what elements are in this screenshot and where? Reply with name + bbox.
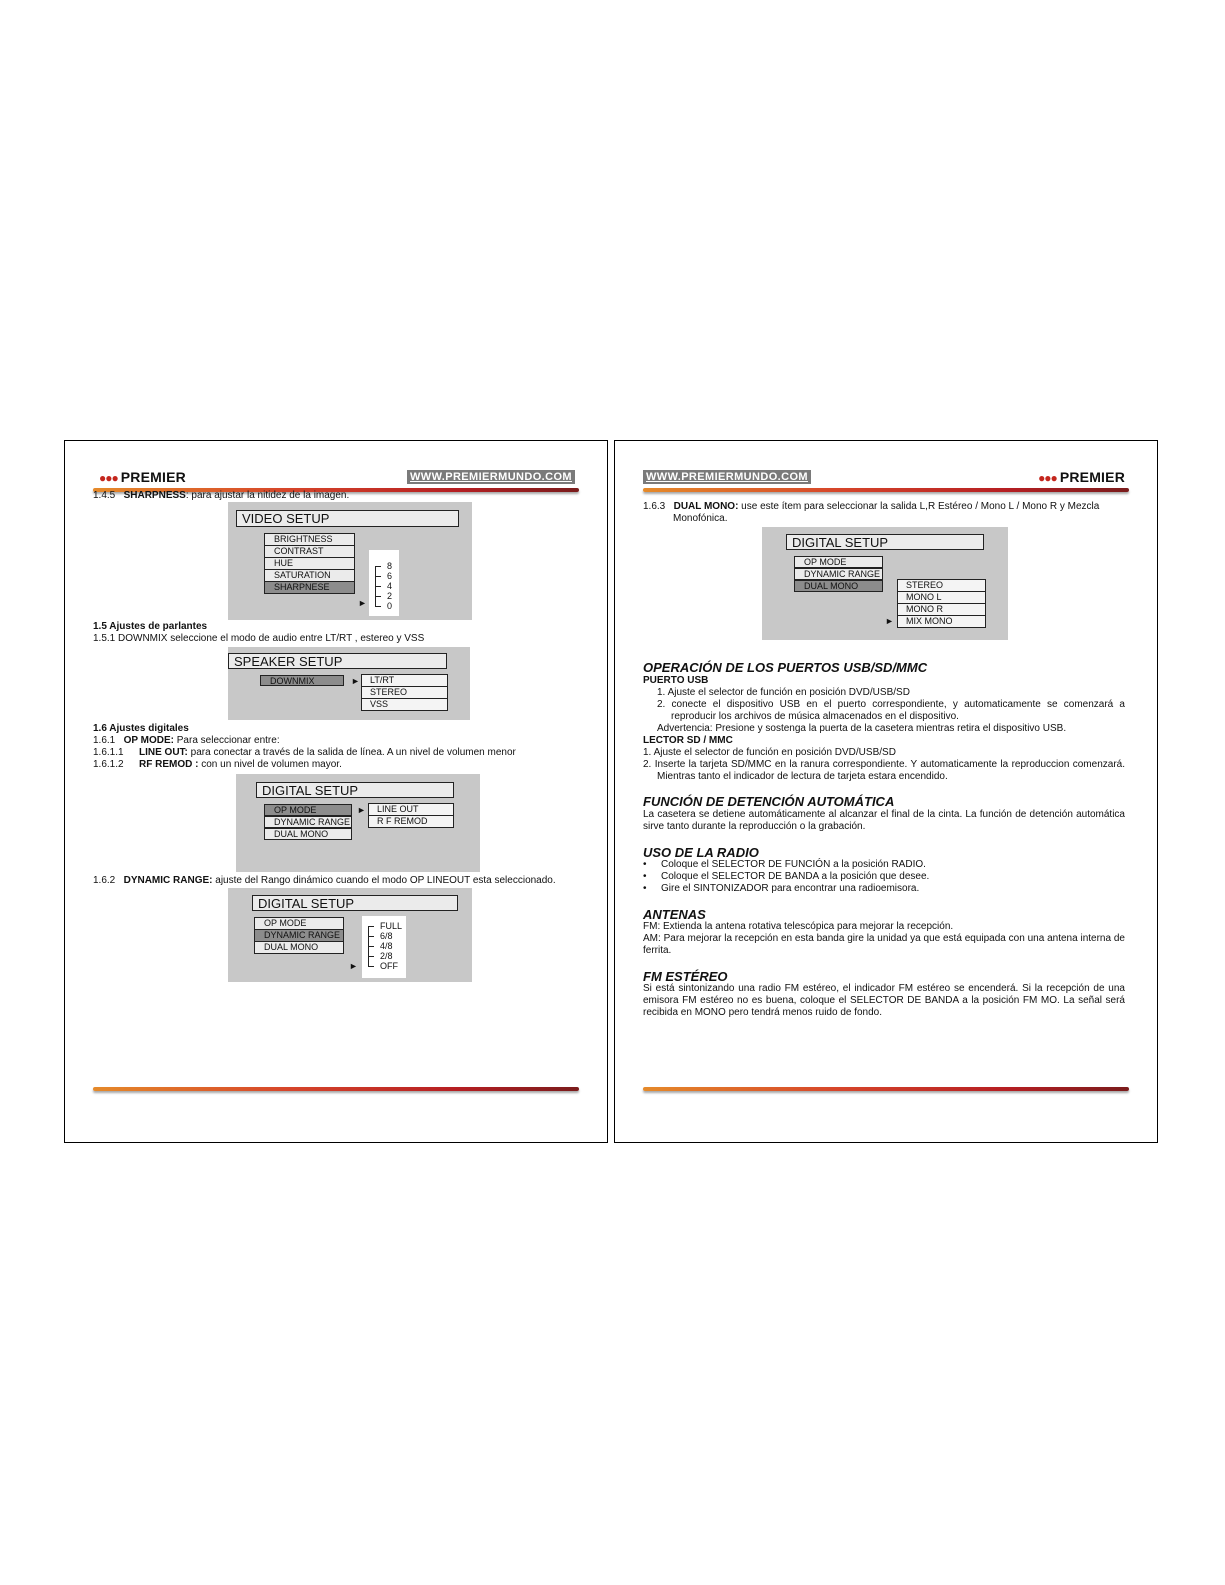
antenas-am: AM: Para mejorar la recepción en esta banda gire la unidad ya que está equipada con una antena interna de ferrita. — [643, 933, 1125, 956]
usb-warning: Advertencia: Presione y sostenga la puerta de la casetera mientras retira el dispositivo USB. — [657, 723, 1067, 734]
auto-stop-text: La casetera se detiene automáticamente al alcanzar el final de la cinta. La función de detención automática sirve tanto durante la reproducción o la grabación. — [643, 809, 1125, 832]
osd-item-op-mode[interactable]: OP MODE — [264, 804, 352, 816]
website-link[interactable]: WWW.PREMIERMUNDO.COM — [643, 470, 811, 484]
fm-stereo-heading: FM ESTÉREO — [643, 969, 728, 984]
osd-item-dual-mono[interactable]: DUAL MONO — [254, 941, 344, 954]
selection-arrow-icon: ► — [358, 598, 367, 608]
option-rf-remod[interactable]: R F REMOD — [368, 815, 454, 828]
osd-item-dynamic-range[interactable]: DYNAMIC RANGE — [264, 816, 352, 828]
premier-logo: ●●● PREMIER — [1038, 469, 1125, 485]
option-mono-r[interactable]: MONO R — [897, 603, 986, 616]
osd-title: DIGITAL SETUP — [256, 782, 454, 798]
left-page — [64, 440, 608, 1143]
video-setup-osd — [228, 502, 472, 620]
fm-stereo-text: Si está sintonizando una radio FM estéreo, el indicador FM estéreo se encenderá. Si la recepción de una emisora FM estéreo no es buena, coloque el SELECTOR DE BANDA a la posición FM MO. La señal será recibida en MONO pero tendrá menos ruido de fondo. — [643, 983, 1125, 1018]
logo-dots-icon: ●●● — [99, 471, 118, 485]
osd-item-dual-mono[interactable]: DUAL MONO — [794, 580, 883, 592]
rf-remod-line: 1.6.1.2 RF REMOD : con un nivel de volumen mayor. — [93, 759, 342, 770]
dual-mono-line: 1.6.3 DUAL MONO: use este ítem para seleccionar la salida L,R Estéreo / Mono L / Mono R y Mezcla — [643, 501, 1100, 512]
sharpness-line: 1.4.5 SHARPNESS: para ajustar la nitidez de la imagen. — [93, 490, 350, 501]
digital-setup-osd-2 — [228, 888, 472, 982]
selection-arrow-icon: ► — [885, 616, 894, 626]
dynamic-range-scale: FULL 6/8 4/8 2/8 OFF — [362, 916, 406, 978]
osd-title: DIGITAL SETUP — [252, 895, 458, 911]
sharpness-scale: 8 6 4 2 0 — [369, 550, 399, 616]
osd-title: VIDEO SETUP — [236, 510, 459, 527]
website-link[interactable]: WWW.PREMIERMUNDO.COM — [407, 470, 575, 484]
footer-divider — [643, 1087, 1129, 1091]
speaker-heading: 1.5 Ajustes de parlantes — [93, 621, 208, 632]
option-stereo[interactable]: STEREO — [897, 579, 986, 592]
selection-arrow-icon: ► — [351, 676, 360, 686]
antenas-heading: ANTENAS — [643, 907, 706, 922]
digital-heading: 1.6 Ajustes digitales — [93, 723, 189, 734]
radio-heading: USO DE LA RADIO — [643, 845, 759, 860]
dynamic-range-line: 1.6.2 DYNAMIC RANGE: ajuste del Rango dinámico cuando el modo OP LINEOUT esta seleccionado. — [93, 875, 556, 886]
selection-arrow-icon: ► — [357, 805, 366, 815]
right-page — [614, 440, 1158, 1143]
antenas-fm: FM: Extienda la antena rotativa telescópica para mejorar la recepción. — [643, 921, 954, 932]
selection-arrow-icon: ► — [349, 961, 358, 971]
option-ltrt[interactable]: LT/RT — [361, 674, 448, 687]
osd-item-hue[interactable]: HUE — [264, 557, 355, 570]
osd-title: SPEAKER SETUP — [228, 653, 447, 669]
osd-item-op-mode[interactable]: OP MODE — [254, 917, 344, 930]
radio-bullet-2: • Coloque el SELECTOR DE BANDA a la posición que desee. — [643, 871, 930, 882]
osd-item-sharpness[interactable]: SHARPNESE — [264, 581, 355, 594]
downmix-line: 1.5.1 DOWNMIX seleccione el modo de audio entre LT/RT , estereo y VSS — [93, 633, 425, 644]
logo-dots-icon: ●●● — [1038, 471, 1057, 485]
digital-setup-osd-1 — [236, 774, 480, 872]
digital-setup-osd-3 — [762, 527, 1008, 640]
speaker-setup-osd — [228, 647, 470, 720]
osd-item-op-mode[interactable]: OP MODE — [794, 556, 883, 568]
lector-step-1: 1. Ajuste el selector de función en posición DVD/USB/SD — [643, 747, 896, 758]
header-divider — [643, 488, 1129, 492]
lector-step-2: 2. Inserte la tarjeta SD/MMC en la ranura correspondiente. Y automaticamente la reproduccion comenzará. Mientras tanto el indicador de lectura de tarjeta estara encendido. — [643, 759, 1125, 782]
line-out-line: 1.6.1.1 LINE OUT: para conectar a través de la salida de línea. A un nivel de volumen menor — [93, 747, 516, 758]
osd-item-dual-mono[interactable]: DUAL MONO — [264, 828, 352, 840]
osd-item-contrast[interactable]: CONTRAST — [264, 545, 355, 558]
osd-item-dynamic-range[interactable]: DYNAMIC RANGE — [254, 929, 344, 942]
option-stereo[interactable]: STEREO — [361, 686, 448, 699]
op-mode-line: 1.6.1 OP MODE: Para seleccionar entre: — [93, 735, 280, 746]
radio-bullet-1: • Coloque el SELECTOR DE FUNCIÓN a la posición RADIO. — [643, 859, 926, 870]
premier-logo: ●●● PREMIER — [99, 469, 186, 485]
osd-item-brightness[interactable]: BRIGHTNESS — [264, 533, 355, 546]
osd-item-saturation[interactable]: SATURATION — [264, 569, 355, 582]
footer-divider — [93, 1087, 579, 1091]
usb-step-2: 2. conecte el dispositivo USB en el puerto correspondiente, y automaticamente se comenzará a reproducir los archivos de música almacenados en el dispositivo. — [657, 699, 1125, 722]
usb-step-1: 1. Ajuste el selector de función en posición DVD/USB/SD — [657, 687, 910, 698]
option-mono-l[interactable]: MONO L — [897, 591, 986, 604]
osd-title: DIGITAL SETUP — [786, 534, 984, 550]
dual-mono-line-2: Monofónica. — [673, 513, 728, 524]
option-line-out[interactable]: LINE OUT — [368, 803, 454, 816]
option-vss[interactable]: VSS — [361, 698, 448, 711]
usb-heading: OPERACIÓN DE LOS PUERTOS USB/SD/MMC — [643, 660, 928, 675]
radio-bullet-3: • Gire el SINTONIZADOR para encontrar una radioemisora. — [643, 883, 920, 894]
puerto-usb-heading: PUERTO USB — [643, 675, 709, 686]
osd-item-dynamic-range[interactable]: DYNAMIC RANGE — [794, 568, 883, 580]
osd-item-downmix[interactable]: DOWNMIX — [260, 675, 344, 686]
auto-stop-heading: FUNCIÓN DE DETENCIÓN AUTOMÁTICA — [643, 794, 895, 809]
option-mix-mono[interactable]: MIX MONO — [897, 615, 986, 628]
lector-heading: LECTOR SD / MMC — [643, 735, 733, 746]
